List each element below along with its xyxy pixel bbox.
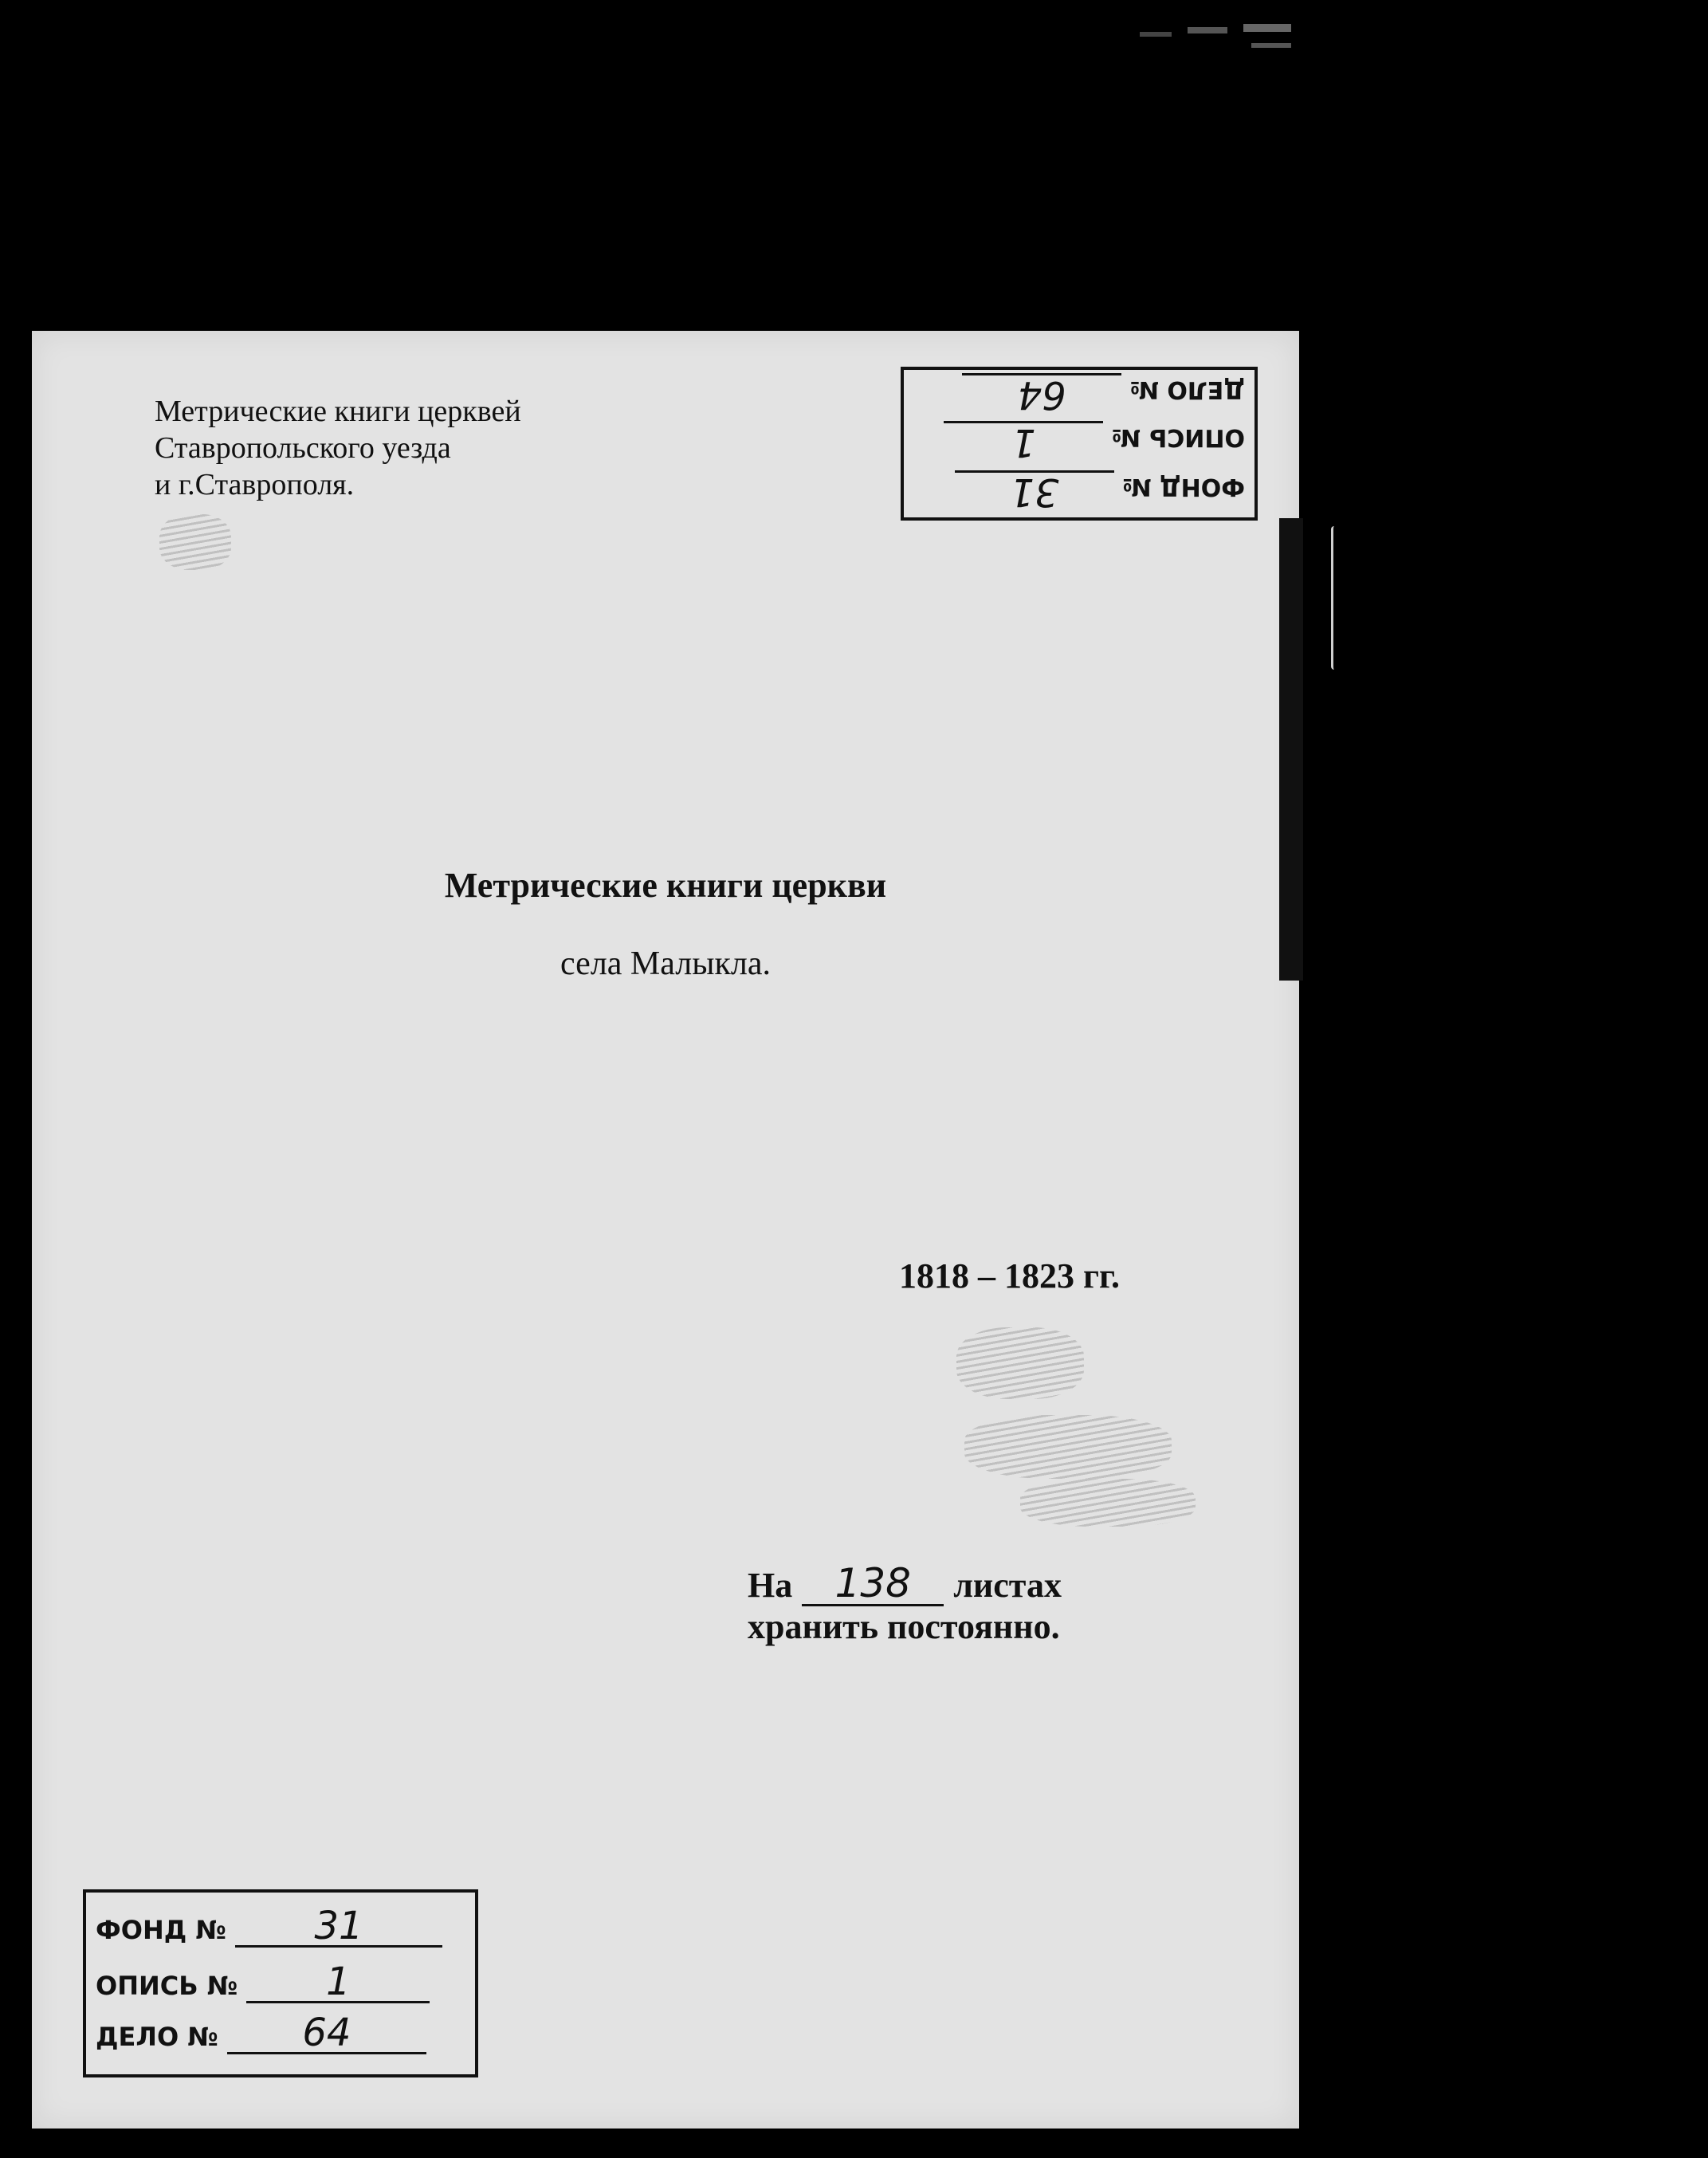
delo-value: 64 <box>962 373 1121 414</box>
header-line: Метрические книги церквей <box>155 395 521 428</box>
opis-label: ОПИСЬ № <box>96 1971 238 2001</box>
fond-value: 31 <box>955 470 1114 511</box>
collection-header <box>155 393 521 503</box>
opis-label: ОПИСЬ № <box>1111 423 1245 451</box>
smudge-mark <box>956 1327 1084 1399</box>
delo-label: ДЕЛО № <box>1129 375 1245 403</box>
sheets-suffix: листах <box>953 1566 1062 1605</box>
delo-value: 64 <box>227 2014 426 2054</box>
document-title: Метрические книги церкви <box>444 866 887 905</box>
fond-label: ФОНД № <box>1122 473 1245 501</box>
retention-note: хранить постоянно. <box>748 1607 1060 1646</box>
header-line: и г.Ставрополя. <box>155 468 355 501</box>
header-line: Ставропольского уезда <box>155 431 451 465</box>
smudge-mark <box>964 1415 1172 1479</box>
sheet-count-line <box>748 1562 1062 1606</box>
document-subtitle: села Малыкла. <box>560 945 771 982</box>
archive-stamp-bottom <box>83 1889 478 2077</box>
sheets-prefix: На <box>748 1566 793 1605</box>
scan-artifact <box>1132 16 1307 64</box>
date-range: 1818 – 1823 гг. <box>899 1256 1120 1295</box>
opis-value: 1 <box>246 1963 430 2003</box>
delo-label: ДЕЛО № <box>96 2022 218 2052</box>
document-page <box>32 331 1299 2129</box>
smudge-mark <box>159 514 231 570</box>
sheet-count-handwritten: 138 <box>802 1562 944 1606</box>
binding-edge <box>1279 518 1303 981</box>
opis-value: 1 <box>944 421 1103 462</box>
fond-label: ФОНД № <box>96 1915 226 1945</box>
fond-value: 31 <box>235 1907 442 1948</box>
archive-stamp-top <box>901 367 1258 521</box>
binding-edge-line <box>1331 526 1338 670</box>
smudge-mark <box>1020 1479 1196 1527</box>
